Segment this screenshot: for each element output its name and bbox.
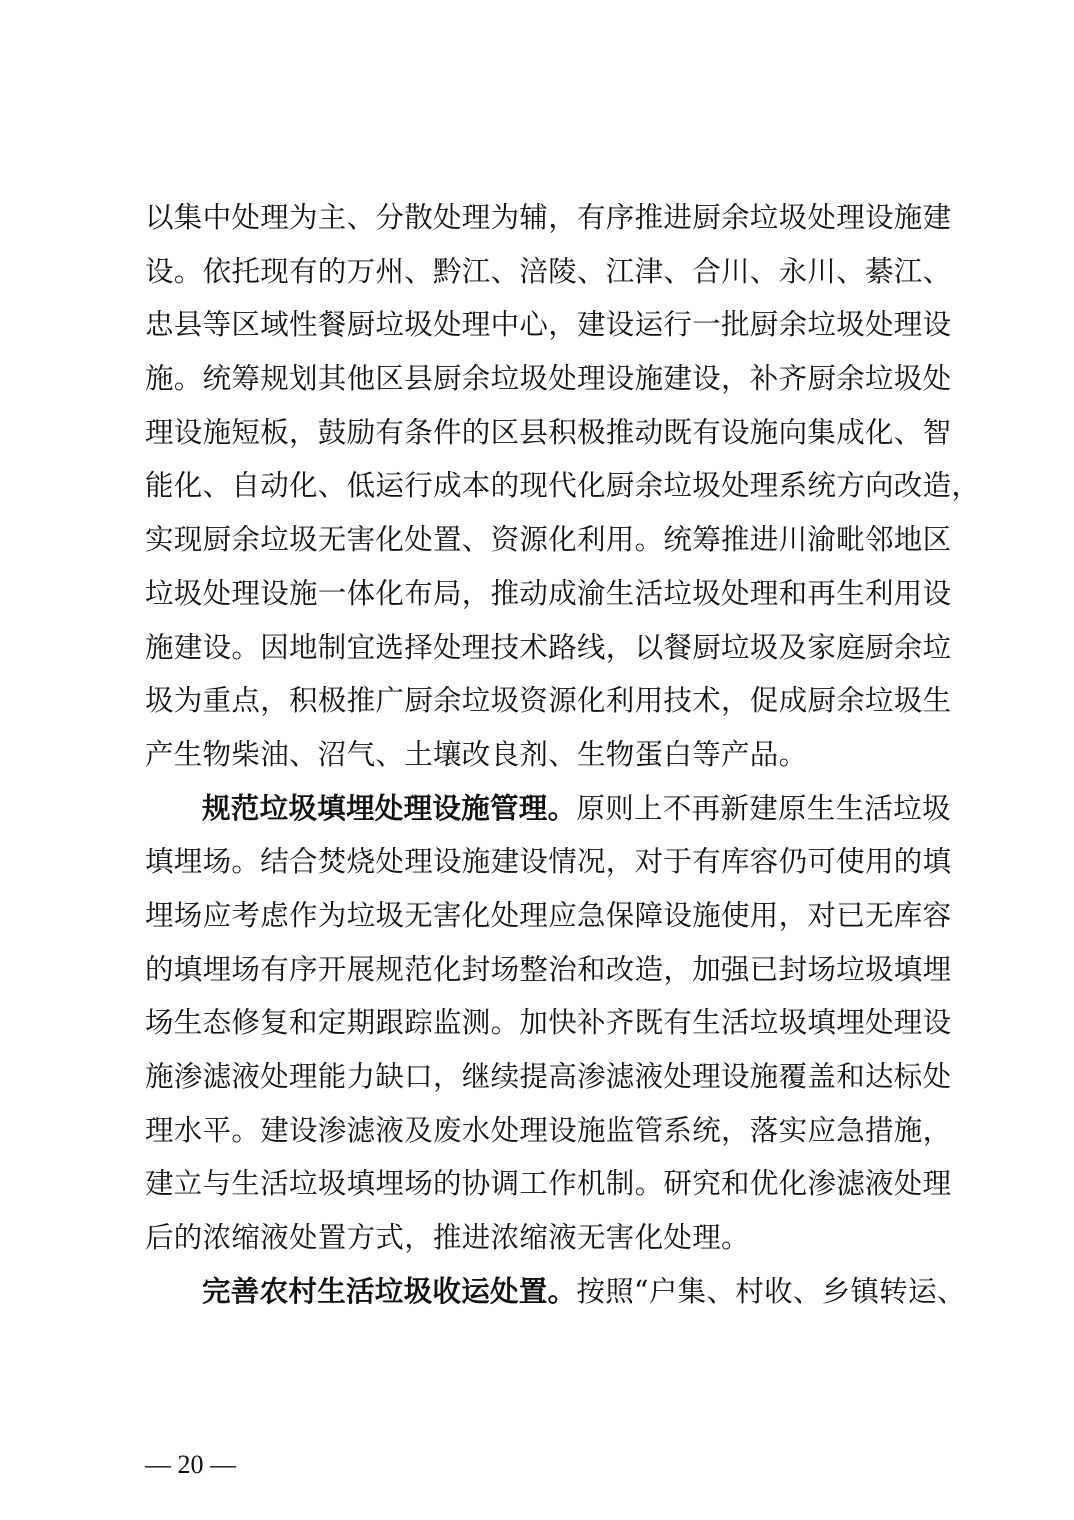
text-line: 理水平。建设渗滤液及废水处理设施监管系统，落实应急措施， — [145, 1113, 952, 1147]
text-line: 以集中处理为主、分散处理为辅，有序推进厨余垃圾处理设施建 — [145, 201, 952, 234]
paragraph-heading: 完善农村生活垃圾收运处置。 — [202, 1273, 577, 1308]
text-line: 埋场应考虑作为垃圾无害化处理应急保障设施使用，对已无库容 — [145, 898, 952, 932]
text-line: 施渗滤液处理能力缺口，继续提高渗滤液处理设施覆盖和达标处 — [145, 1060, 952, 1093]
paragraph-text: 按照“户集、村收、乡镇转运、 — [576, 1274, 966, 1308]
text-line: 理设施短板，鼓励有条件的区县积极推动既有设施向集成化、智 — [145, 415, 952, 449]
text-line: 场生态修复和定期跟踪监测。加快补齐既有生活垃圾填埋处理设 — [145, 1006, 952, 1040]
text-line: 实现厨余垃圾无害化处置、资源化利用。统筹推进川渝毗邻地区 — [145, 523, 952, 557]
paragraph-heading: 规范垃圾填埋处理设施管理。 — [202, 790, 577, 825]
page-number: — 20 — — [145, 1450, 236, 1479]
text-line: 垃圾处理设施一体化布局，推动成渝生活垃圾处理和再生利用设 — [145, 576, 952, 610]
text-line: 能化、自动化、低运行成本的现代化厨余垃圾处理系统方向改造， — [145, 469, 981, 503]
text-line: 建立与生活垃圾填埋场的协调工作机制。研究和优化渗滤液处理 — [145, 1167, 952, 1201]
text-line: 施建设。因地制宜选择处理技术路线，以餐厨垃圾及家庭厨余垃 — [145, 630, 952, 664]
text-line: 圾为重点，积极推广厨余垃圾资源化利用技术，促成厨余垃圾生 — [145, 684, 952, 718]
text-line: 忠县等区域性餐厨垃圾处理中心，建设运行一批厨余垃圾处理设 — [145, 308, 952, 342]
text-line: 施。统筹规划其他区县厨余垃圾处理设施建设，补齐厨余垃圾处 — [145, 362, 952, 396]
text-line: 设。依托现有的万州、黔江、涪陵、江津、合川、永川、綦江、 — [145, 254, 952, 288]
paragraph-heading-line — [145, 782, 951, 836]
paragraph-heading-line — [145, 1265, 966, 1319]
text-line: 填埋场。结合焚烧处理设施建设情况，对于有库容仍可使用的填 — [145, 845, 952, 879]
text-line: 产生物柴油、沼气、土壤改良剂、生物蛋白等产品。 — [145, 737, 808, 771]
text-line: 的填埋场有序开展规范化封场整治和改造，加强已封场垃圾填埋 — [145, 952, 952, 986]
page-body — [145, 191, 981, 1318]
text-line: 后的浓缩液处置方式，推进浓缩液无害化处理。 — [145, 1221, 750, 1255]
paragraph-text: 原则上不再新建原生生活垃圾 — [576, 791, 951, 825]
